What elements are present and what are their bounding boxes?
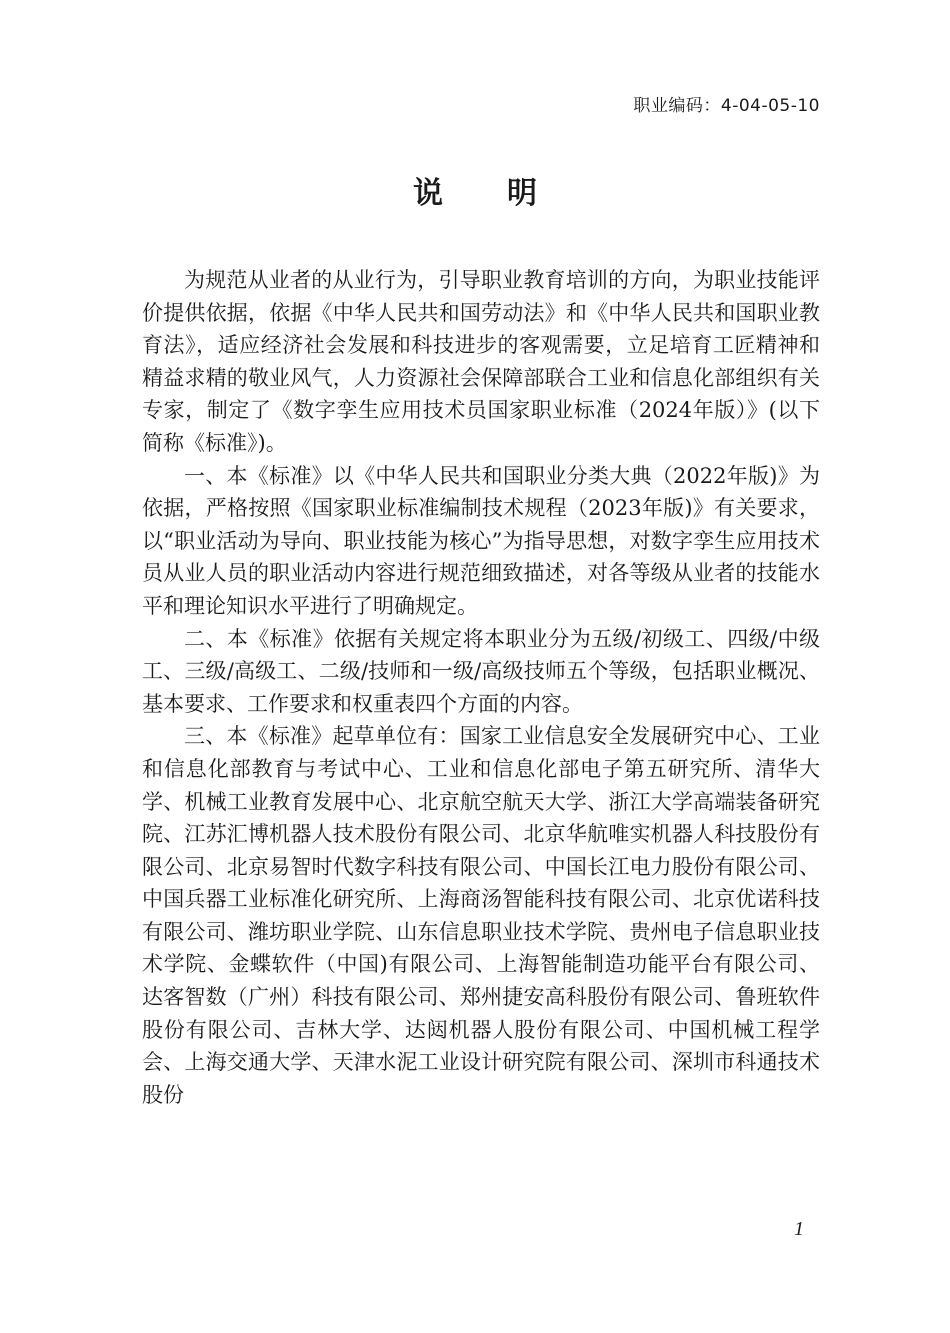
paragraph-2: 二、本《标准》依据有关规定将本职业分为五级/初级工、四级/中级工、三级/高级工、二级/技师和一级/高级技师五个等级，包括职业概况、基本要求、工作要求和权重表四个方面的内容。 <box>142 626 820 716</box>
page-title: 说明 <box>413 176 601 211</box>
page-number: 1 <box>794 1218 804 1240</box>
document-body <box>142 264 820 1111</box>
occupation-code: 职业编码：4-04-05-10 <box>633 96 820 116</box>
paragraph-1: 一、本《标准》以《中华人民共和国职业分类大典（2022年版)》为依据，严格按照《国家职业标准编制技术规程（2023年版)》有关要求，以“职业活动为导向、职业技能为核心”为指导思想，对数字孪生应用技术员从业人员的职业活动内容进行规范细致描述，对各等级从业者的技能水平和理论知识水平进行了明确规定。 <box>142 463 820 618</box>
paragraph-intro: 为规范从业者的从业行为，引导职业教育培训的方向，为职业技能评价提供依据，依据《中华人民共和国劳动法》和《中华人民共和国职业教育法》，适应经济社会发展和科技进步的客观需要，立足培育工匠精神和精益求精的敬业风气，人力资源社会保障部联合工业和信息化部组织有关专家，制定了《数字孪生应用技术员国家职业标准（2024年版）》(以下简称《标准》)。 <box>142 268 820 455</box>
paragraph-3: 三、本《标准》起草单位有：国家工业信息安全发展研究中心、工业和信息化部教育与考试中心、工业和信息化部电子第五研究所、清华大学、机械工业教育发展中心、北京航空航天大学、浙江大学高端装备研究院、江苏汇博机器人技术股份有限公司、北京华航唯实机器人科技股份有限公司、北京易智时代数字科技有限公司、中国长江电力股份有限公司、中国兵器工业标准化研究所、上海商汤智能科技有限公司、北京优诺科技有限公司、潍坊职业学院、山东信息职业技术学院、贵州电子信息职业技术学院、金蝶软件（中国)有限公司、上海智能制造功能平台有限公司、达客智数（广州）科技有限公司、郑州捷安高科股份有限公司、鲁班软件股份有限公司、吉林大学、达闼机器人股份有限公司、中国机械工程学会、上海交通大学、天津水泥工业设计研究院有限公司、深圳市科通技术股份 <box>142 724 820 1107</box>
